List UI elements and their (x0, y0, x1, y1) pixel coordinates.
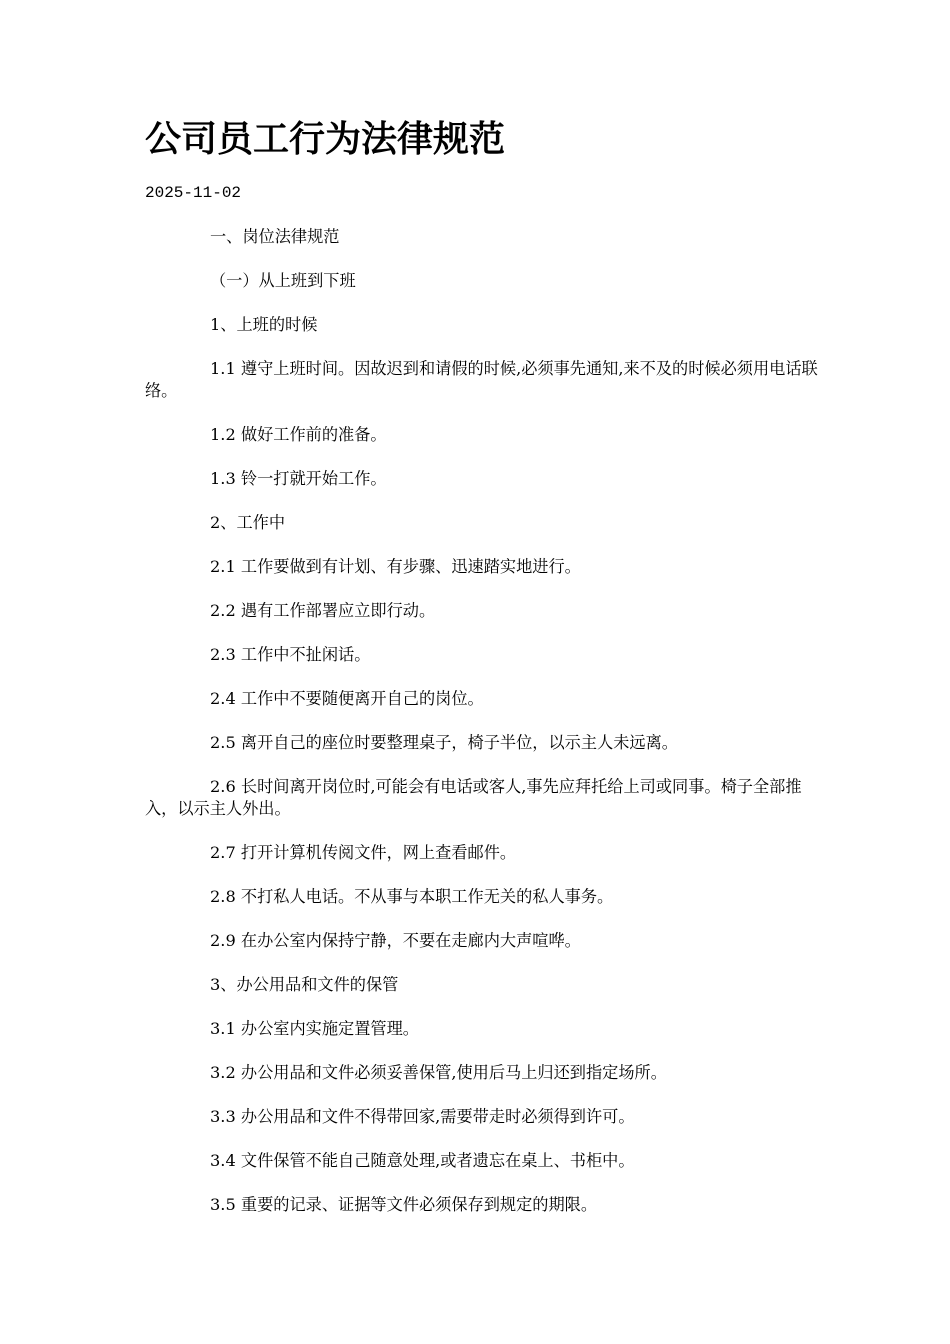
paragraph: 3.2 办公用品和文件必须妥善保管,使用后马上归还到指定场所。 (210, 1063, 667, 1082)
paragraph: 3.5 重要的记录、证据等文件必须保存到规定的期限。 (210, 1195, 598, 1214)
paragraph: 2.9 在办公室内保持宁静，不要在走廊内大声喧哗。 (210, 931, 581, 950)
paragraph: 2.3 工作中不扯闲话。 (210, 645, 371, 664)
paragraph: 3.3 办公用品和文件不得带回家,需要带走时必须得到许可。 (210, 1107, 635, 1126)
paragraph: 3.1 办公室内实施定置管理。 (210, 1019, 419, 1038)
subsection-heading: （一）从上班到下班 (210, 271, 356, 290)
paragraph: 2.7 打开计算机传阅文件，网上查看邮件。 (210, 843, 517, 862)
paragraph: 1.3 铃一打就开始工作。 (210, 469, 387, 488)
paragraph: 2.5 离开自己的座位时要整理桌子，椅子半位，以示主人未远离。 (210, 733, 678, 752)
item-heading: 2、工作中 (210, 513, 286, 532)
paragraph: 1.2 做好工作前的准备。 (210, 425, 387, 444)
paragraph: 2.2 遇有工作部署应立即行动。 (210, 601, 436, 620)
document-body (145, 226, 820, 1238)
paragraph: 2.6 长时间离开岗位时,可能会有电话或客人,事先应拜托给上司或同事。椅子全部推入，以示主人外出。 (145, 777, 802, 818)
item-heading: 1、上班的时候 (210, 315, 318, 334)
paragraph: 2.1 工作要做到有计划、有步骤、迅速踏实地进行。 (210, 557, 581, 576)
paragraph: 2.8 不打私人电话。不从事与本职工作无关的私人事务。 (210, 887, 614, 906)
paragraph: 2.4 工作中不要随便离开自己的岗位。 (210, 689, 484, 708)
document-title: 公司员工行为法律规范 (145, 119, 506, 160)
paragraph: 3.4 文件保管不能自己随意处理,或者遗忘在桌上、书柜中。 (210, 1151, 635, 1170)
section-heading: 一、岗位法律规范 (210, 227, 340, 246)
document-date: 2025-11-02 (145, 184, 242, 202)
item-heading: 3、办公用品和文件的保管 (210, 975, 399, 994)
paragraph: 1.1 遵守上班时间。因故迟到和请假的时候,必须事先通知,来不及的时候必须用电话联络。 (145, 359, 818, 400)
